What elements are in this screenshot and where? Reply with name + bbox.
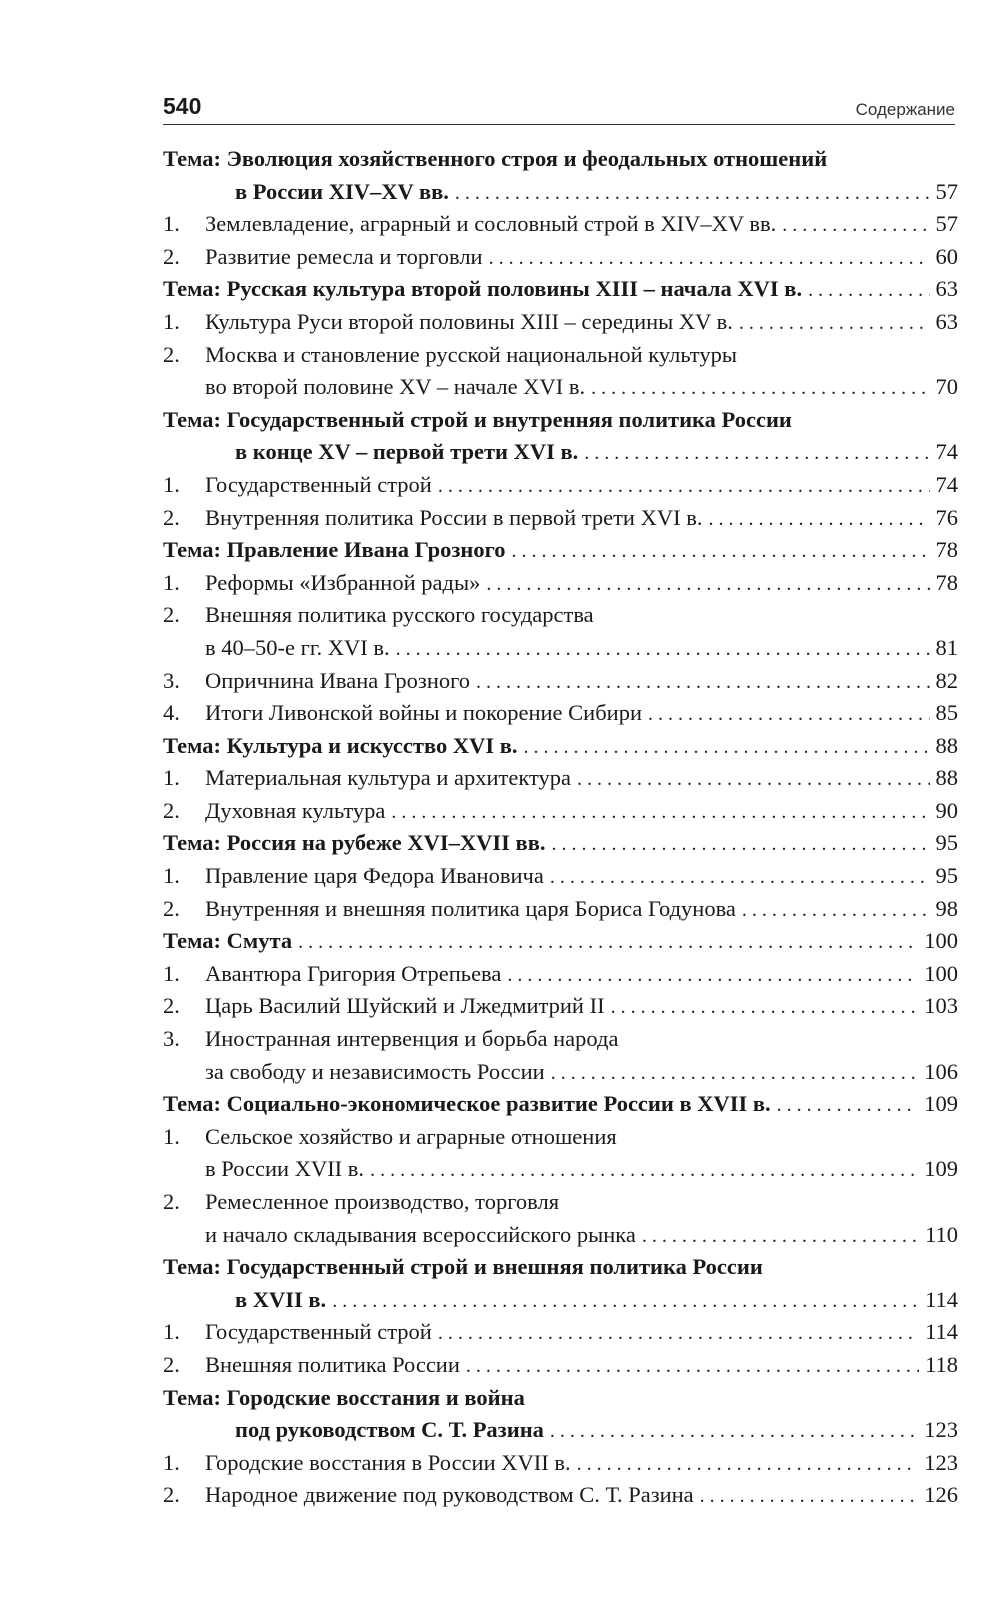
toc-topic: [163, 534, 958, 567]
toc-item-number: 1.: [163, 471, 180, 497]
dot-leader: [466, 1350, 919, 1383]
toc-item-title: Землевладение, аграрный и сословный строй в XIV–XV вв.: [205, 211, 777, 237]
toc-line: [163, 1414, 958, 1447]
toc-topic-title: Тема: Эволюция хозяйственного строя и феодальных отношений: [163, 146, 828, 171]
toc-page-number: 98: [935, 895, 958, 921]
toc-line: [163, 404, 958, 437]
toc-line: [163, 567, 958, 600]
toc-item: [163, 1479, 958, 1512]
toc-page-number: 88: [935, 765, 958, 791]
toc-line: [163, 1316, 958, 1349]
dot-leader: [523, 731, 929, 764]
dot-leader: [552, 828, 930, 861]
toc-item-title: Внутренняя политика России в первой трети XVI в.: [205, 504, 703, 530]
toc-item-number: 1.: [163, 308, 180, 334]
toc-topic: [163, 827, 958, 860]
toc-item: [163, 1316, 958, 1349]
toc-item: [163, 958, 958, 991]
dot-leader: [512, 535, 930, 568]
toc-item-title: Ремесленное производство, торговля: [205, 1189, 560, 1214]
toc-item: [163, 469, 958, 502]
toc-page-number: 57: [935, 178, 958, 204]
toc-item: [163, 893, 958, 926]
toc-item-number: 2.: [163, 243, 180, 269]
toc-item-title: Духовная культура: [205, 797, 386, 823]
dot-leader: [782, 209, 929, 242]
toc-line: [163, 1284, 958, 1317]
toc-item-title: Царь Василий Шуйский и Лжедмитрий II: [205, 993, 605, 1019]
toc-item-title: в России XVII в.: [205, 1156, 365, 1182]
toc-item-number: 1.: [163, 765, 180, 791]
toc-line: [163, 241, 958, 274]
dot-leader: [742, 894, 930, 927]
toc-line: [163, 795, 958, 828]
toc-page-number: 100: [924, 928, 958, 954]
toc-line: [163, 306, 958, 339]
dot-leader: [550, 1415, 918, 1448]
dot-leader: [486, 568, 929, 601]
toc-page-number: 81: [935, 634, 958, 660]
toc-topic: [163, 1088, 958, 1121]
dot-leader: [370, 1154, 918, 1187]
toc-line: [163, 1349, 958, 1382]
toc-item-title: Народное движение под руководством С. Т. Разина: [205, 1482, 694, 1508]
dot-leader: [700, 1480, 919, 1513]
toc-topic-title: Тема: Правление Ивана Грозного: [163, 537, 506, 563]
toc-item: [163, 860, 958, 893]
table-of-contents: [163, 143, 958, 1512]
toc-item-number: 2.: [163, 797, 180, 823]
toc-topic: [163, 925, 958, 958]
toc-item-title: Иностранная интервенция и борьба народа: [205, 1026, 619, 1052]
toc-page-number: 76: [935, 504, 958, 530]
toc-line: [163, 1121, 958, 1154]
toc-item: [163, 502, 958, 535]
toc-topic-title: Тема: Государственный строй и внутренняя политика России: [163, 406, 792, 432]
toc-item: [163, 567, 958, 600]
toc-item-number: 2.: [163, 895, 180, 921]
toc-page-number: 74: [935, 471, 958, 497]
toc-item-number: 1.: [163, 1123, 180, 1149]
toc-item: [163, 990, 958, 1023]
toc-topic: [163, 1251, 958, 1316]
toc-item-title: Городские восстания в России XVII в.: [205, 1449, 571, 1475]
toc-item-number: 1.: [163, 569, 180, 595]
dot-leader: [489, 242, 930, 275]
toc-item-number: 2.: [163, 602, 180, 628]
dot-leader: [455, 177, 930, 210]
toc-line: [163, 436, 958, 469]
toc-page-number: 63: [935, 308, 958, 334]
dot-leader: [708, 503, 929, 536]
dot-leader: [808, 274, 929, 307]
toc-item-number: 4.: [163, 700, 180, 726]
toc-line: [163, 1382, 958, 1415]
toc-topic-title: Тема: Социально-экономическое развитие России в XVII в.: [163, 1091, 771, 1117]
toc-line: [163, 762, 958, 795]
toc-item-number: 3.: [163, 667, 180, 693]
dot-leader: [739, 307, 930, 340]
toc-page-number: 78: [935, 569, 958, 595]
toc-page-number: 114: [925, 1286, 958, 1312]
toc-page-number: 109: [924, 1156, 958, 1182]
toc-line: [163, 1447, 958, 1480]
toc-line: [163, 860, 958, 893]
toc-item-number: 3.: [163, 1026, 180, 1052]
toc-page-number: 90: [935, 797, 958, 823]
dot-leader: [777, 1089, 919, 1122]
dot-leader: [332, 1285, 919, 1318]
toc-line: [163, 208, 958, 241]
toc-topic-title: под руководством С. Т. Разина: [235, 1417, 544, 1443]
toc-item-title: Москва и становление русской национальной культуры: [205, 341, 737, 367]
toc-item: [163, 665, 958, 698]
toc-page-number: 126: [924, 1482, 958, 1508]
toc-item-number: 2.: [163, 993, 180, 1019]
toc-line: [163, 1219, 958, 1252]
toc-line: [163, 925, 958, 958]
toc-page-number: 85: [935, 700, 958, 726]
toc-line: [163, 697, 958, 730]
toc-item-title: Опричнина Ивана Грозного: [205, 667, 471, 693]
toc-line: [163, 1186, 958, 1219]
toc-item: [163, 697, 958, 730]
toc-topic-title: в России XIV–XV вв.: [235, 178, 449, 204]
toc-page-number: 57: [935, 211, 958, 237]
toc-page-number: 100: [924, 960, 958, 986]
toc-item: [163, 795, 958, 828]
toc-item-title: за свободу и независимость России: [205, 1058, 545, 1084]
toc-topic: [163, 404, 958, 469]
toc-topic-title: в конце XV – первой трети XVI в.: [235, 439, 579, 465]
dot-leader: [584, 437, 929, 470]
toc-line: [163, 1479, 958, 1512]
toc-item-title: Внешняя политика русского государства: [205, 602, 594, 628]
toc-page-number: 123: [924, 1417, 958, 1443]
toc-page-number: 63: [935, 276, 958, 302]
toc-item: [163, 762, 958, 795]
toc-page-number: 123: [924, 1449, 958, 1475]
toc-page-number: 78: [935, 537, 958, 563]
toc-item: [163, 1186, 958, 1251]
toc-item: [163, 1349, 958, 1382]
dot-leader: [550, 861, 930, 894]
toc-item: [163, 599, 958, 664]
toc-item: [163, 1121, 958, 1186]
toc-item: [163, 339, 958, 404]
toc-item-number: 1.: [163, 960, 180, 986]
dot-leader: [648, 698, 930, 731]
toc-item-title: Итоги Ливонской войны и покорение Сибири: [205, 700, 642, 726]
toc-topic-title: Тема: Государственный строй и внешняя политика России: [163, 1254, 763, 1280]
toc-item: [163, 1447, 958, 1480]
toc-page-number: 95: [935, 863, 958, 889]
toc-topic: [163, 143, 958, 208]
toc-item-number: 1.: [163, 211, 180, 237]
toc-line: [163, 273, 958, 306]
toc-page-number: 74: [935, 439, 958, 465]
toc-topic: [163, 273, 958, 306]
toc-item-title: Реформы «Избранной рады»: [205, 569, 481, 595]
toc-page-number: 109: [924, 1091, 958, 1117]
toc-line: [163, 990, 958, 1023]
toc-page-number: 106: [924, 1058, 958, 1084]
toc-item-title: Внутренняя и внешняя политика царя Бориса Годунова: [205, 895, 736, 921]
dot-leader: [577, 1448, 919, 1481]
toc-topic-title: Тема: Русская культура второй половины XIII – начала XVI в.: [163, 276, 803, 302]
toc-line: [163, 469, 958, 502]
toc-topic: [163, 730, 958, 763]
header-rule: [163, 124, 955, 125]
toc-line: [163, 632, 958, 665]
toc-item: [163, 208, 958, 241]
toc-line: [163, 143, 958, 176]
toc-page-number: 95: [935, 830, 958, 856]
dot-leader: [611, 991, 919, 1024]
toc-item-number: 2.: [163, 504, 180, 530]
toc-line: [163, 534, 958, 567]
toc-item: [163, 1023, 958, 1088]
toc-item-number: 2.: [163, 341, 180, 367]
toc-item-title: Внешняя политика России: [205, 1351, 460, 1377]
toc-line: [163, 371, 958, 404]
toc-line: [163, 502, 958, 535]
dot-leader: [391, 796, 929, 829]
toc-line: [163, 1153, 958, 1186]
dot-leader: [396, 633, 930, 666]
toc-line: [163, 1251, 958, 1284]
toc-item: [163, 306, 958, 339]
dot-leader: [298, 926, 918, 959]
toc-item-title: во второй половине XV – начале XVI в.: [205, 374, 586, 400]
toc-topic-title: Тема: Россия на рубеже XVI–XVII вв.: [163, 830, 546, 856]
toc-page-number: 88: [935, 732, 958, 758]
toc-line: [163, 958, 958, 991]
toc-item-number: 1.: [163, 863, 180, 889]
toc-line: [163, 827, 958, 860]
toc-item-title: Материальная культура и архитектура: [205, 765, 572, 791]
toc-item-number: 2.: [163, 1351, 180, 1377]
toc-item-title: Развитие ремесла и торговли: [205, 243, 483, 269]
toc-item-title: Государственный строй: [205, 471, 432, 497]
toc-item-title: и начало складывания всероссийского рынка: [205, 1221, 636, 1247]
toc-line: [163, 339, 958, 372]
toc-item-title: Правление царя Федора Ивановича: [205, 863, 544, 889]
toc-item-title: Авантюра Григория Отрепьева: [205, 960, 502, 986]
toc-item: [163, 241, 958, 274]
toc-item-title: Культура Руси второй половины XIII – середины XV в.: [205, 308, 733, 334]
dot-leader: [591, 372, 929, 405]
toc-page-number: 110: [925, 1221, 958, 1247]
toc-page-number: 103: [924, 993, 958, 1019]
toc-topic-title: в XVII в.: [235, 1286, 327, 1312]
toc-topic-title: Тема: Городские восстания и война: [163, 1384, 525, 1410]
toc-item-number: 2.: [163, 1482, 180, 1508]
toc-topic-title: Тема: Культура и искусство XVI в.: [163, 732, 518, 758]
toc-line: [163, 730, 958, 763]
toc-item-number: 1.: [163, 1449, 180, 1475]
dot-leader: [642, 1220, 919, 1253]
dot-leader: [507, 959, 918, 992]
dot-leader: [577, 763, 929, 796]
toc-page-number: 114: [925, 1319, 958, 1345]
toc-item-title: в 40–50-е гг. XVI в.: [205, 634, 390, 660]
toc-topic: [163, 1382, 958, 1447]
dot-leader: [476, 666, 929, 699]
toc-line: [163, 665, 958, 698]
toc-topic-title: Тема: Смута: [163, 928, 293, 954]
toc-line: [163, 1056, 958, 1089]
toc-line: [163, 1023, 958, 1056]
running-title: Содержание: [855, 100, 955, 119]
dot-leader: [551, 1057, 919, 1090]
page-header: [163, 80, 955, 120]
dot-leader: [438, 470, 930, 503]
dot-leader: [438, 1317, 919, 1350]
toc-line: [163, 599, 958, 632]
toc-page-number: 60: [935, 243, 958, 269]
toc-item-number: 1.: [163, 1319, 180, 1345]
toc-line: [163, 893, 958, 926]
toc-line: [163, 1088, 958, 1121]
toc-item-number: 2.: [163, 1189, 180, 1214]
toc-page-number: 82: [935, 667, 958, 693]
page-number: 540: [163, 93, 202, 119]
toc-item-title: Сельское хозяйство и аграрные отношения: [205, 1123, 617, 1149]
toc-page-number: 118: [925, 1351, 958, 1377]
toc-item-title: Государственный строй: [205, 1319, 432, 1345]
toc-line: [163, 176, 958, 209]
toc-page-number: 70: [935, 374, 958, 400]
